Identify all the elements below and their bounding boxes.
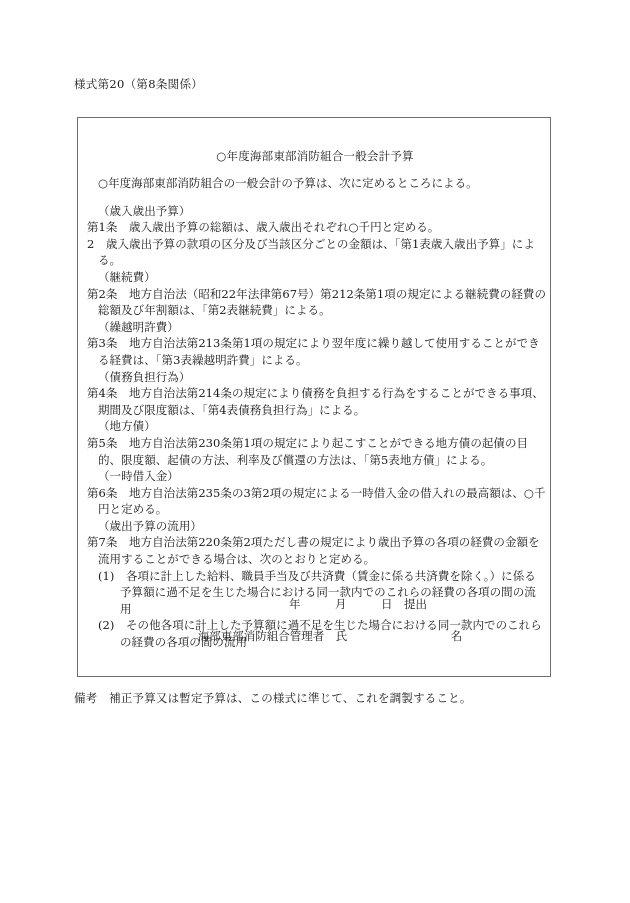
provision-caption: （債務負担行為） [98, 369, 191, 384]
provisions-list [87, 203, 547, 651]
provisions-body [87, 175, 547, 651]
provision-article: 第2条 地方自治法（昭和22年法律第67号）第212条第1項の規定による継続費の経費の総額及び年割額は、「第2表継続費」による。 [87, 286, 546, 318]
provision-caption: （一時借入金） [98, 469, 179, 484]
provision-caption: （継続費） [98, 269, 156, 284]
provision-article: 第6条 地方自治法第235条の3第2項の規定による一時借入金の借入れの最高額は、○千円と定める。 [87, 485, 546, 517]
provision-subitem: (1) 各項に計上した給料、職員手当及び共済費（賃金に係る共済費を除く。）に係る予算額に過不足を生じた場合における同一款内でのこれらの経費の各項の間の流用 [98, 568, 536, 616]
provision-caption: （繰越明許費） [98, 319, 179, 334]
provision-article: 第5条 地方自治法第230条第1項の規定により起こすことができる地方債の起債の目的、限度額、起債の方法、利率及び償還の方法は、「第5表地方債」による。 [87, 435, 529, 467]
signatory-name-line: 海部東部消防組合管理者 氏 名 [197, 629, 463, 643]
submission-date-line: 年 月 日 提出 [289, 597, 427, 611]
lead-paragraph: ○年度海部東部消防組合の一般会計の予算は、次に定めるところによる。 [98, 176, 478, 190]
provision-article: 第7条 地方自治法第220条第2項ただし書の規定により歳出予算の各項の経費の金額を流用することができる場合は、次のとおりと定める。 [87, 535, 540, 567]
footnote-remarks: 備考 補正予算又は暫定予算は、この様式に準じて、これを調製すること。 [74, 691, 472, 705]
provision-article: 第4条 地方自治法第214条の規定により債務を負担する行為をすることができる事項、期間及び限度額は、「第4表債務負担行為」による。 [87, 386, 544, 417]
provision-caption: （地方債） [98, 419, 156, 434]
form-frame-inner [78, 118, 550, 676]
form-frame [77, 117, 551, 677]
provision-article: 第1条 歳入歳出予算の総額は、歳入歳出それぞれ○千円と定める。 [87, 220, 440, 235]
provision-caption: （歳出予算の流用） [98, 518, 202, 533]
document-title: ○年度海部東部消防組合一般会計予算 [216, 149, 414, 163]
provision-caption: （歳入歳出予算） [98, 203, 191, 218]
form-number-label: 様式第20（第8条関係） [74, 77, 204, 91]
provision-article: 第3条 地方自治法第213条第1項の規定により翌年度に繰り越して使用することができる経費は、「第3表繰越明許費」による。 [87, 336, 540, 367]
provision-paragraph: 2 歳入歳出予算の款項の区分及び当該区分ごとの金額は、「第1表歳入歳出予算」による。 [87, 236, 535, 268]
provision-subitem: (2) その他各項に計上した予算額に過不足を生じた場合における同一款内でのこれらの経費の各項の間の流用 [98, 618, 542, 650]
